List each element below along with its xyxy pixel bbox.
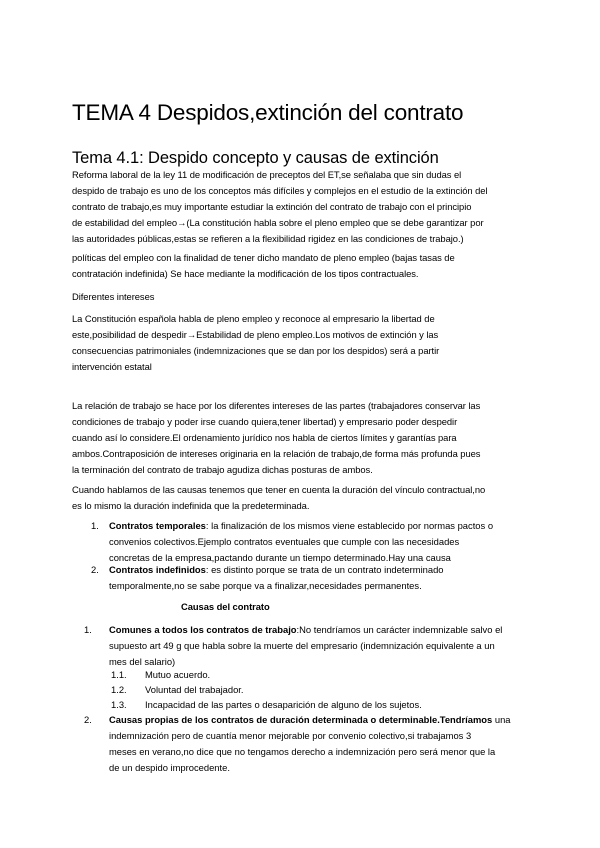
text-line: :No tendríamos un carácter indemnizable salvo el <box>296 624 503 635</box>
paragraph-intro <box>72 167 487 247</box>
text-line: temporalmente,no se sabe porque va a finalizar,necesidades permanentes. <box>109 580 422 591</box>
list-item <box>109 518 493 566</box>
text-line: La Constitución española habla de pleno empleo y reconoce al empresario la libertad de <box>72 313 435 324</box>
text-line: de un despido improcedente. <box>109 762 230 773</box>
text-line: : la finalización de los mismos viene establecido por normas pactos o <box>205 520 494 531</box>
sub-list-item: Mutuo acuerdo. <box>145 669 211 680</box>
text-line: las autoridades públicas,estas se refieren a la flexibilidad rigidez en las condiciones de trabajo.) <box>72 233 464 244</box>
text-line: : es distinto porque se trata de un contrato indeterminado <box>205 564 444 575</box>
text-line: meses en verano,no dice que no tengamos derecho a indemnización pero será menor que la <box>109 746 496 757</box>
list-number: 2. <box>84 714 92 725</box>
list-item-label: Causas propias de los contratos de duración determinada o determinable.Tendríamos <box>109 714 493 725</box>
text-line: Cuando hablamos de las causas tenemos que tener en cuenta la duración del vínculo contractual,no <box>72 484 486 495</box>
text-line: despido de trabajo es uno de los conceptos más difíciles y complejos en el estudio de la extinción del <box>72 185 488 196</box>
text-line: cuando así lo considere.El ordenamiento jurídico nos habla de ciertos límites y garantías para <box>72 432 457 443</box>
paragraph-policies <box>72 250 455 282</box>
sub-list-number: 1.2. <box>111 684 127 695</box>
text-line: contrato de trabajo,es muy importante estudiar la extinción del contrato de trabajo con el principio <box>72 201 472 212</box>
causes-heading: Causas del contrato <box>181 601 270 612</box>
section-title: Tema 4.1: Despido concepto y causas de extinción <box>72 149 439 167</box>
list-number: 1. <box>91 520 99 531</box>
text-line: convenios colectivos.Ejemplo contratos eventuales que cumple con las necesidades <box>109 536 460 547</box>
text-line: de estabilidad del empleo→(La constitución habla sobre el pleno empleo que se debe garantizar por <box>72 217 484 228</box>
text-line: La relación de trabajo se hace por los diferentes intereses de las partes (trabajadores conservar las <box>72 400 481 411</box>
list-item-label: Contratos temporales <box>109 520 206 531</box>
text-line: consecuencias patrimoniales (indemnizaciones que se dan por los despidos) será a partir <box>72 345 440 356</box>
text-line: indemnización pero de cuantía menor mejorable por convenio colectivo,si trabajamos 3 <box>109 730 472 741</box>
sub-list-item: Incapacidad de las partes o desaparición de alguno de los sujetos. <box>145 699 422 710</box>
text-line: contratación indefinida) Se hace mediante la modificación de los tipos contractuales. <box>72 268 419 279</box>
text-line: la terminación del contrato de trabajo agudiza dichas posturas de ambos. <box>72 464 373 475</box>
text-line: supuesto art 49 g que habla sobre la muerte del empresario (indemnización equivalente a un <box>109 640 495 651</box>
list-item <box>109 622 502 670</box>
text-line: concretas de la empresa,pactando durante un tiempo determinado.Hay una causa <box>109 552 451 563</box>
paragraph-causes <box>72 482 485 514</box>
text-line: una <box>492 714 511 725</box>
list-item-label: Contratos indefinidos <box>109 564 206 575</box>
text-line: este,posibilidad de despedir→Estabilidad de pleno empleo.Los motivos de extinción y las <box>72 329 439 340</box>
paragraph-heading-interests: Diferentes intereses <box>72 291 155 302</box>
list-item <box>109 562 444 594</box>
list-number: 1. <box>84 624 92 635</box>
text-line: condiciones de trabajo y poder irse cuando quiera,tener libertad) y empresario poder despedir <box>72 416 458 427</box>
text-line: Reforma laboral de la ley 11 de modificación de preceptos del ET,se señalaba que sin dudas el <box>72 169 462 180</box>
page-title: TEMA 4 Despidos,extinción del contrato <box>72 100 464 125</box>
list-item <box>109 712 511 776</box>
sub-list-number: 1.3. <box>111 699 127 710</box>
paragraph-labor-relation <box>72 398 480 478</box>
list-number: 2. <box>91 564 99 575</box>
text-line: mes del salario) <box>109 656 176 667</box>
sub-list-number: 1.1. <box>111 669 127 680</box>
text-line: intervención estatal <box>72 361 152 372</box>
text-line: es lo mismo la duración indefinida que la predeterminada. <box>72 500 310 511</box>
list-item-label: Comunes a todos los contratos de trabajo <box>109 624 297 635</box>
text-line: políticas del empleo con la finalidad de tener dicho mandato de pleno empleo (bajas tasas de <box>72 252 455 263</box>
sub-list-item: Voluntad del trabajador. <box>145 684 244 695</box>
paragraph-constitution <box>72 311 439 375</box>
text-line: ambos.Contraposición de intereses originaria en la relación de trabajo,de forma más profunda pues <box>72 448 481 459</box>
